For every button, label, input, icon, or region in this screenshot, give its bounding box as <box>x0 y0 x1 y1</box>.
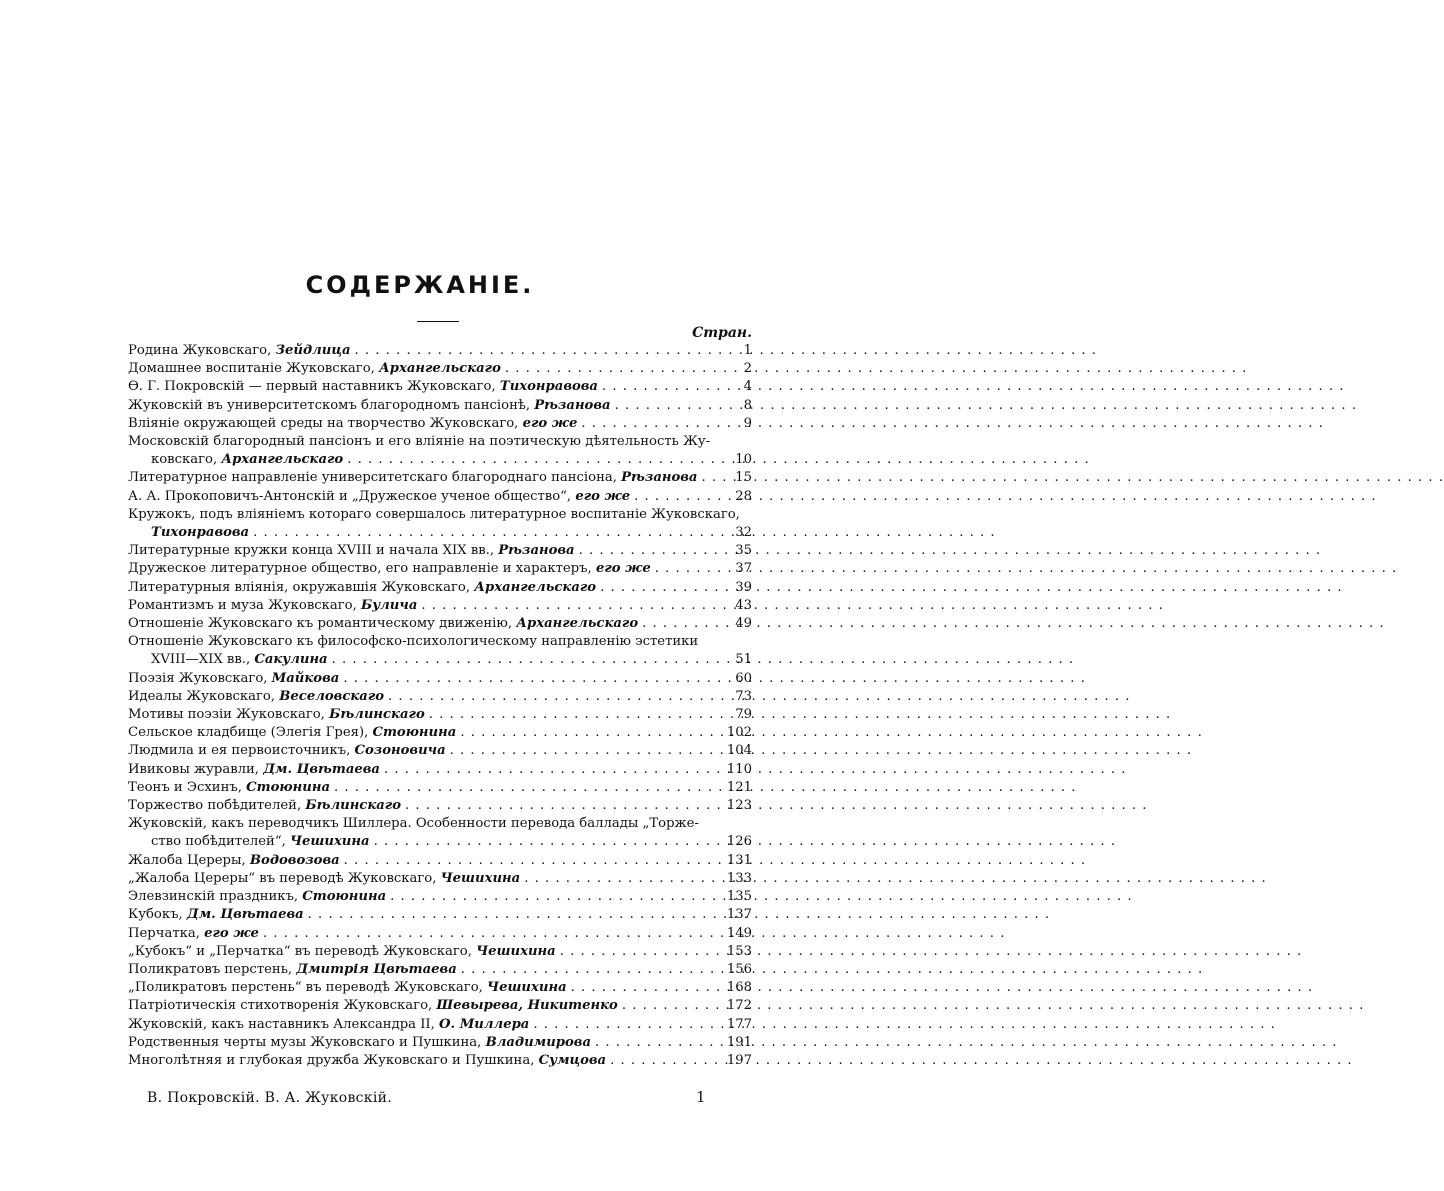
toc-entry-title: XVIII—XIX вв., <box>151 652 255 668</box>
toc-entry-first-line <box>128 506 752 524</box>
dot-leader <box>450 742 720 760</box>
toc-entry-title: ковскаго, <box>151 452 222 468</box>
toc-entry-title: „Жалоба Цереры“ въ переводѣ Жуковскаго, <box>128 870 441 886</box>
toc-entry-first-line <box>128 633 752 651</box>
dot-leader <box>602 378 720 396</box>
table-of-contents <box>128 342 752 1070</box>
toc-entry-first-line <box>128 433 752 451</box>
dot-leader <box>524 870 720 888</box>
toc-entry-text <box>151 833 370 851</box>
toc-entry-text <box>128 579 596 597</box>
toc-entry-author: Булича <box>361 597 418 613</box>
toc-entry-text <box>128 342 351 360</box>
dot-leader <box>343 670 720 688</box>
toc-entry-text <box>128 852 340 870</box>
toc-entry-text <box>151 451 343 469</box>
dot-leader <box>344 852 720 870</box>
toc-entry-page-number: 191 <box>726 1034 752 1050</box>
toc-entry-author: Зейдлица <box>275 343 351 358</box>
toc-entry-page-number: 28 <box>735 488 752 504</box>
toc-entry[interactable] <box>128 342 752 360</box>
toc-entry[interactable] <box>128 469 752 487</box>
page-column-label: Стран. <box>692 325 752 341</box>
toc-entry-text <box>128 925 259 943</box>
toc-entry-text <box>128 615 638 633</box>
toc-entry-text <box>128 888 386 906</box>
toc-entry-page-number: 8 <box>743 397 752 413</box>
toc-entry-title: Людмила и ея первоисточникъ, <box>128 743 355 759</box>
toc-entry-page-number: 102 <box>726 725 752 741</box>
toc-entry-author: Чешихина <box>289 834 370 850</box>
toc-entry-title: „Поликратовъ перстень“ въ переводѣ Жуковскаго, <box>128 980 488 996</box>
toc-entry-text <box>128 360 501 378</box>
toc-entry-text <box>151 524 249 542</box>
toc-entry-title: Поликратовъ перстень, <box>128 961 297 977</box>
toc-entry[interactable] <box>128 488 752 506</box>
toc-entry-page-number: 35 <box>735 543 752 559</box>
toc-entry-author: Чешихина <box>487 980 567 996</box>
toc-entry[interactable] <box>128 833 752 851</box>
toc-entry[interactable] <box>128 870 752 888</box>
toc-entry[interactable] <box>128 961 752 979</box>
toc-entry-title: Родина Жуковскаго, <box>128 343 276 358</box>
toc-entry[interactable] <box>128 615 752 633</box>
toc-entry[interactable] <box>128 761 752 779</box>
dot-leader <box>355 342 720 360</box>
page-title: СОДЕРЖАНІЕ. <box>305 271 535 299</box>
toc-entry-author: Майкова <box>271 670 340 686</box>
toc-entry-page-number: 9 <box>743 415 752 431</box>
toc-entry-author: Рѣзанова <box>621 470 698 486</box>
dot-leader <box>505 360 720 378</box>
dot-leader <box>461 961 720 979</box>
dot-leader <box>263 925 720 943</box>
toc-entry-page-number: 32 <box>735 525 752 541</box>
toc-entry-page-number: 153 <box>726 943 752 959</box>
toc-entry[interactable] <box>128 524 752 542</box>
title-divider <box>417 321 459 322</box>
toc-entry-author: О. Миллера <box>439 1016 530 1032</box>
toc-entry-text <box>128 724 456 742</box>
toc-entry-author: Шевырева, Никитенко <box>436 998 618 1014</box>
toc-entry-text <box>128 979 567 997</box>
toc-entry[interactable] <box>128 378 752 396</box>
toc-entry-text <box>128 779 330 797</box>
dot-leader <box>634 488 720 506</box>
dot-leader <box>600 579 720 597</box>
toc-entry-author: Архангельскаго <box>516 616 639 632</box>
toc-entry[interactable] <box>128 797 752 815</box>
toc-entry-author: Стоюнина <box>246 779 330 795</box>
toc-entry-text <box>128 560 651 578</box>
toc-entry-page-number: 168 <box>726 980 752 996</box>
toc-entry-author: его же <box>575 488 631 504</box>
toc-entry[interactable] <box>128 670 752 688</box>
toc-entry-text <box>128 906 304 924</box>
toc-entry[interactable] <box>128 779 752 797</box>
toc-entry-author: Бѣлинскаго <box>305 798 402 814</box>
toc-entry-author: Стоюнина <box>302 889 387 905</box>
toc-entry-page-number: 104 <box>726 743 752 759</box>
toc-entry-text <box>128 706 425 724</box>
dot-leader <box>571 979 720 997</box>
toc-entry-text <box>128 597 417 615</box>
toc-entry-page-number: 133 <box>726 870 752 886</box>
toc-entry-page-number: 121 <box>726 779 752 795</box>
toc-entry-text <box>128 961 457 979</box>
toc-entry[interactable] <box>128 688 752 706</box>
toc-entry-author: Тихонравова <box>499 379 598 395</box>
dot-leader <box>384 761 720 779</box>
footer-sheet-number: 1 <box>696 1088 706 1106</box>
dot-leader <box>390 888 720 906</box>
dot-leader <box>581 415 720 433</box>
toc-entry-page-number: 4 <box>743 379 752 395</box>
toc-entry-title: Дружеское литературное общество, его направленіе и характеръ, <box>128 561 596 577</box>
toc-entry[interactable] <box>128 852 752 870</box>
toc-entry-title: Родственныя черты музы Жуковскаго и Пушкина, <box>128 1034 486 1050</box>
toc-entry[interactable] <box>128 979 752 997</box>
dot-leader <box>610 1052 720 1070</box>
toc-entry-author: его же <box>595 561 651 577</box>
toc-entry-author: Владимирова <box>485 1034 592 1050</box>
toc-entry-page-number: 1 <box>743 343 752 358</box>
dot-leader <box>655 560 720 578</box>
toc-entry-title: А. А. Прокоповичъ-Антонскій и „Дружеское ученое общество“, <box>128 488 576 504</box>
toc-entry-title: Мотивы поэзіи Жуковскаго, <box>128 707 330 723</box>
toc-entry[interactable] <box>128 360 752 378</box>
toc-entry[interactable] <box>128 1052 752 1070</box>
dot-leader <box>388 688 720 706</box>
toc-entry[interactable] <box>128 888 752 906</box>
toc-entry-text <box>128 670 339 688</box>
toc-entry-page-number: 137 <box>726 907 752 923</box>
toc-entry[interactable] <box>128 542 752 560</box>
toc-entry-title: Многолѣтняя и глубокая дружба Жуковскаго и Пушкина, <box>128 1052 539 1068</box>
toc-entry[interactable] <box>128 925 752 943</box>
dot-leader <box>421 597 720 615</box>
dot-leader <box>332 651 720 669</box>
toc-entry-text <box>128 469 697 487</box>
toc-entry-author: Бѣлинскаго <box>329 707 425 723</box>
toc-entry[interactable] <box>128 560 752 578</box>
toc-entry-title: „Кубокъ“ и „Перчатка“ въ переводѣ Жуковскаго, <box>128 943 477 959</box>
toc-entry-first-line <box>128 815 752 833</box>
toc-entry[interactable] <box>128 1016 752 1034</box>
toc-entry-lead-text: Жуковскій, какъ переводчикъ Шиллера. Особенности перевода баллады „Торже- <box>128 816 699 832</box>
toc-entry-title: Литературные кружки конца XVIII и начала XIX вв., <box>128 543 499 559</box>
dot-leader <box>579 542 720 560</box>
toc-entry-page-number: 156 <box>726 961 752 977</box>
toc-entry[interactable] <box>128 597 752 615</box>
toc-entry-author: Рѣзанова <box>534 397 611 413</box>
toc-entry-author: Тихонравова <box>151 525 250 541</box>
toc-entry-page-number: 135 <box>726 889 752 905</box>
toc-entry-title: Перчатка, <box>128 925 205 941</box>
toc-entry-page-number: 123 <box>726 798 752 814</box>
toc-entry-page-number: 2 <box>743 361 752 377</box>
toc-entry[interactable] <box>128 742 752 760</box>
toc-entry-page-number: 37 <box>735 561 752 577</box>
toc-entry-page-number: 43 <box>735 597 752 613</box>
toc-entry-text <box>128 943 556 961</box>
toc-entry[interactable] <box>128 415 752 433</box>
toc-entry-title: Идеалы Жуковскаго, <box>128 688 280 704</box>
toc-entry-page-number: 197 <box>726 1052 752 1068</box>
dot-leader <box>374 833 720 851</box>
toc-entry-title: Вліяніе окружающей среды на творчество Жуковскаго, <box>128 415 523 431</box>
toc-entry-text <box>128 542 575 560</box>
toc-entry-author: Чешихина <box>440 870 521 886</box>
toc-entry-author: Водовозова <box>249 852 340 868</box>
toc-entry[interactable] <box>128 906 752 924</box>
toc-entry-page-number: 39 <box>735 579 752 595</box>
toc-entry[interactable] <box>128 397 752 415</box>
toc-entry-page-number: 10 <box>735 452 752 468</box>
toc-entry-text <box>128 742 446 760</box>
toc-entry-author: его же <box>204 925 259 941</box>
toc-entry-text <box>128 688 384 706</box>
toc-entry-text <box>128 1052 606 1070</box>
toc-entry-author: Архангельскаго <box>474 579 597 595</box>
toc-entry-title: Сельское кладбище (Элегія Грея), <box>128 725 373 741</box>
toc-entry-page-number: 172 <box>726 998 752 1014</box>
toc-entry[interactable] <box>128 1034 752 1052</box>
toc-entry-title: Романтизмъ и муза Жуковскаго, <box>128 597 361 613</box>
toc-entry-author: Стоюнина <box>372 725 457 741</box>
toc-entry-title: Патріотическія стихотворенія Жуковскаго, <box>128 998 437 1014</box>
toc-entry[interactable] <box>128 706 752 724</box>
toc-entry-title: Теонъ и Эсхинъ, <box>128 779 247 795</box>
toc-entry-author: Архангельскаго <box>221 452 344 468</box>
toc-entry-author: Дм. Цвѣтаева <box>186 907 304 923</box>
toc-entry-page-number: 79 <box>735 707 752 723</box>
toc-entry-text <box>128 397 611 415</box>
dot-leader <box>595 1034 720 1052</box>
toc-entry-author: Веселовскаго <box>279 688 385 704</box>
toc-entry-title: Отношеніе Жуковскаго къ романтическому движенію, <box>128 616 517 632</box>
toc-entry-text <box>128 1034 591 1052</box>
toc-entry-title: Элевзинскій праздникъ, <box>128 889 303 905</box>
toc-entry-text <box>128 870 520 888</box>
toc-entry-text <box>151 651 328 669</box>
dot-leader <box>533 1016 720 1034</box>
dot-leader <box>347 451 720 469</box>
toc-entry-author: Сакулина <box>254 652 328 668</box>
toc-entry[interactable] <box>128 997 752 1015</box>
toc-entry-page-number: 110 <box>726 761 752 777</box>
toc-entry-text <box>128 997 618 1015</box>
toc-entry-lead-text: Московскій благородный пансіонъ и его вліяніе на поэтическую дѣятельность Жу- <box>128 434 711 450</box>
toc-entry-author: Дмитрія Цвѣтаева <box>296 961 457 977</box>
toc-entry-page-number: 131 <box>726 852 752 868</box>
toc-entry-title: Поэзія Жуковскаго, <box>128 670 272 686</box>
toc-entry-author: Дм. Цвѣтаева <box>263 761 380 777</box>
dot-leader <box>334 779 720 797</box>
dot-leader <box>253 524 720 542</box>
toc-entry-page-number: 126 <box>726 834 752 850</box>
toc-entry[interactable] <box>128 943 752 961</box>
toc-entry-page-number: 49 <box>735 616 752 632</box>
toc-entry-text <box>128 488 630 506</box>
toc-entry-page-number: 51 <box>735 652 752 668</box>
toc-entry-title: Домашнее воспитаніе Жуковскаго, <box>128 361 380 377</box>
toc-entry-text <box>128 761 380 779</box>
toc-entry-author: Архангельскаго <box>379 361 501 377</box>
toc-entry-page-number: 177 <box>726 1016 752 1032</box>
toc-entry-title: Торжество побѣдителей, <box>128 798 306 814</box>
toc-entry-title: Литературныя вліянія, окружавшія Жуковскаго, <box>128 579 475 595</box>
toc-entry[interactable] <box>128 451 752 469</box>
toc-entry-lead-text: Отношеніе Жуковскаго къ философско-психологическому направленію эстетики <box>128 634 699 650</box>
toc-entry-page-number: 149 <box>726 925 752 941</box>
toc-entry-text <box>128 1016 529 1034</box>
toc-entry-author: Сумцова <box>538 1052 607 1068</box>
toc-entry-title: ство побѣдителей“, <box>151 834 290 850</box>
dot-leader <box>460 724 720 742</box>
toc-entry[interactable] <box>128 579 752 597</box>
toc-entry-title: Ивиковы журавли, <box>128 761 264 777</box>
toc-entry-title: Кубокъ, <box>128 907 187 923</box>
toc-entry-text <box>128 415 577 433</box>
toc-entry-title: Литературное направленіе университетскаго благороднаго пансіона, <box>128 470 622 486</box>
toc-entry-title: Жуковскій въ университетскомъ благородномъ пансіонѣ, <box>128 397 535 413</box>
dot-leader <box>405 797 720 815</box>
dot-leader <box>701 469 720 487</box>
toc-entry-title: Жалоба Цереры, <box>128 852 250 868</box>
toc-entry-title: Ѳ. Г. Покровскій — первый наставникъ Жуковскаго, <box>128 379 500 395</box>
toc-entry-author: Созоновича <box>354 743 446 759</box>
footer-signature: В. Покровскій. В. А. Жуковскій. <box>147 1090 393 1106</box>
dot-leader <box>308 906 720 924</box>
dot-leader <box>622 997 720 1015</box>
toc-entry-author: Чешихина <box>476 943 556 959</box>
toc-entry-title: Жуковскій, какъ наставникъ Александра II, <box>128 1016 440 1032</box>
toc-entry-text <box>128 378 598 396</box>
dot-leader <box>615 397 720 415</box>
toc-entry-page-number: 15 <box>735 470 752 486</box>
toc-entry-page-number: 73 <box>735 688 752 704</box>
dot-leader <box>429 706 720 724</box>
toc-entry-lead-text: Кружокъ, подъ вліяніемъ котораго совершалось литературное воспитаніе Жуковскаго, <box>128 506 740 522</box>
toc-entry-page-number: 60 <box>735 670 752 686</box>
dot-leader <box>642 615 720 633</box>
toc-entry-author: его же <box>522 415 578 431</box>
toc-entry[interactable] <box>128 724 752 742</box>
toc-entry-author: Рѣзанова <box>498 543 575 559</box>
toc-entry[interactable] <box>128 651 752 669</box>
toc-entry-text <box>128 797 401 815</box>
dot-leader <box>560 943 720 961</box>
